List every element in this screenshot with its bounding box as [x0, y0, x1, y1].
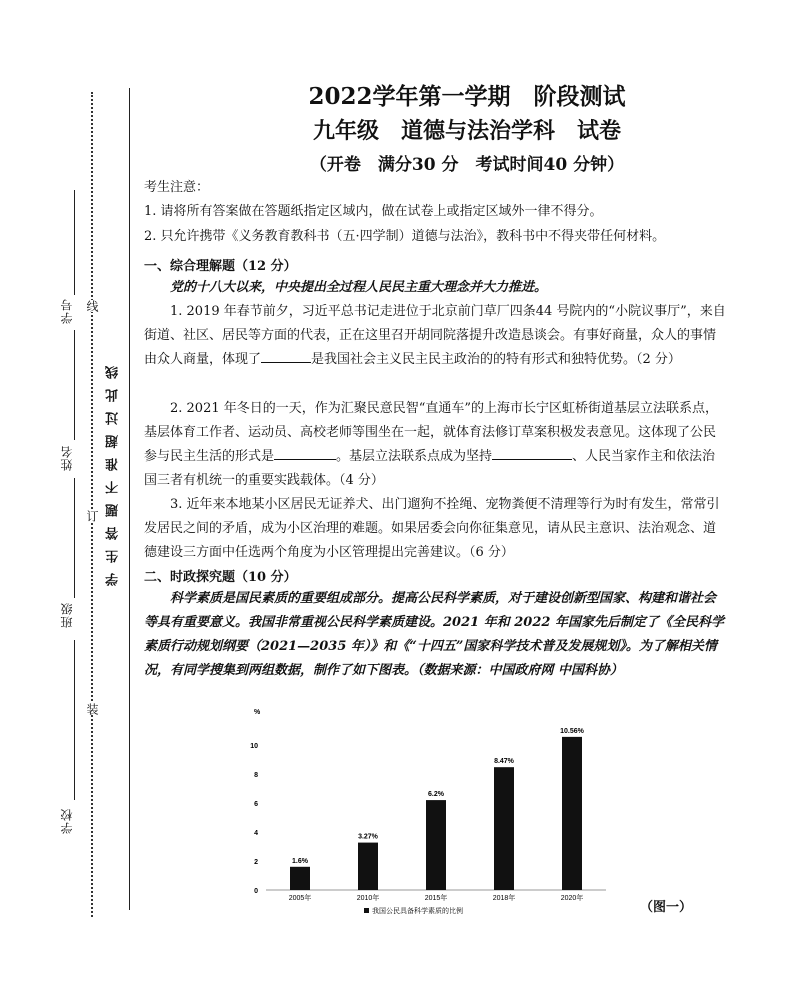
student-id-blank[interactable]	[74, 190, 75, 295]
bar	[358, 843, 378, 890]
question-2-answer-blank-1[interactable]	[274, 445, 336, 460]
binding-warning: 学生答题不准超过此线	[106, 356, 121, 586]
section-2-intro: 科学素质是国民素质的重要组成部分。提高公民科学素质，对于建设创新型国家、构建和谐社会等具有重要意义。我国非常重视公民科学素质建设。2021 年和 2022 年国家先后制定了《全民科学素质行动规划纲要（2021—2035 年）》和《“十四五”国家科学技术普及发展规划》。为了解相关情况，有同学搜集到两组数据，制作了如下图表。（数据来源：中国政府网 中国科协）	[144, 591, 724, 678]
y-tick-label: 10	[250, 743, 258, 750]
class-label: 班级	[60, 602, 74, 628]
legend-swatch	[364, 908, 369, 913]
x-tick-label: 2018年	[492, 895, 516, 902]
binding-dotted-line	[91, 92, 93, 917]
school-label: 学校	[60, 808, 74, 834]
notice-item-1: 1. 请将所有答案做在答题纸指定区域内，做在试卷上或指定区域外一律不得分。	[144, 204, 603, 219]
bar	[494, 767, 514, 890]
bar	[562, 737, 582, 890]
exam-subtitle: 九年级 道德与法治学科 试卷	[312, 118, 621, 144]
question-1	[144, 300, 728, 372]
section-1-heading: 一、综合理解题（12 分）	[144, 259, 297, 274]
bar	[426, 800, 446, 890]
y-tick-label: 6	[254, 801, 258, 808]
x-tick-label: 2015年	[424, 895, 448, 902]
figure-label: （图一）	[640, 900, 693, 915]
binding-word-mount: 装	[85, 703, 99, 715]
y-tick-label: 0	[254, 888, 258, 895]
science-literacy-chart	[236, 700, 614, 924]
x-tick-label: 2020年	[560, 895, 584, 902]
section-1-lead: 党的十八大以来，中央提出全过程人民民主重大理念并大力推进。	[170, 280, 548, 295]
notice-item-2: 2. 只允许携带《义务教育教科书（五·四学制）道德与法治》，教科书中不得夹带任何材料。	[144, 229, 666, 244]
exam-info: （开卷 满分30 分 考试时间40 分钟）	[309, 155, 625, 175]
student-id-label: 学号	[60, 298, 74, 324]
bar	[290, 867, 310, 890]
question-2-text-c: 、人民当家作主和依法治国三者有机统一的重要实践载体。（4 分）	[144, 449, 716, 488]
chart-svg	[236, 700, 614, 924]
question-2-text-b: 。基层立法联系点成为坚持	[336, 449, 493, 464]
bar-data-label: 10.56%	[560, 727, 584, 735]
question-2-answer-blank-2[interactable]	[492, 445, 572, 460]
y-tick-label: 2	[254, 859, 258, 866]
name-blank[interactable]	[74, 330, 75, 440]
question-2-text-a: 2. 2021 年冬日的一天，作为汇聚民意民智“直通车”的上海市长宁区虹桥街道基层立法联系点，基层体育工作者、运动员、高校老师等围坐在一起，就体育法修订草案积极发表意见。这体现了公民参与民主生活的形式是	[144, 401, 719, 464]
notice-heading: 考生注意：	[144, 180, 210, 195]
y-tick-label: 4	[254, 830, 258, 837]
binding-word-bind: 订	[85, 510, 99, 522]
bar-data-label: 3.27%	[358, 833, 378, 841]
class-blank[interactable]	[74, 478, 75, 598]
exam-title: 2022学年第一学期 阶段测试	[308, 83, 626, 110]
legend-label: 我国公民具备科学素质的比例	[372, 908, 463, 915]
y-unit-label: %	[254, 709, 261, 716]
question-1-text-b: 是我国社会主义民主民主政治的的特有形式和独特优势。（2 分）	[311, 352, 681, 367]
question-1-text-a: 1. 2019 年春节前夕，习近平总书记走进位于北京前门草厂四条44 号院内的“小院议事厅”，来自街道、社区、居民等方面的代表，正在这里召开胡同院落提升改造恳谈会。有事好商量，众人的事情由众人商量，体现了	[144, 304, 726, 367]
name-label: 姓名	[60, 445, 74, 471]
school-blank[interactable]	[74, 640, 75, 800]
x-tick-label: 2010年	[356, 895, 380, 902]
x-tick-label: 2005年	[288, 895, 312, 902]
question-3: 3. 近年来本地某小区居民无证养犬、出门遛狗不拴绳、宠物粪便不清理等行为时有发生，常常引发居民之间的矛盾，成为小区治理的难题。如果居委会向你征集意见，请从民主意识、法治观念、道德建设三方面中任选两个角度为小区管理提出完善建议。（6 分）	[144, 497, 720, 560]
y-tick-label: 8	[254, 772, 258, 779]
question-2	[144, 397, 728, 493]
binding-word-line: 线	[85, 300, 99, 312]
bar-data-label: 6.2%	[428, 791, 444, 799]
bar-data-label: 8.47%	[494, 758, 514, 766]
question-1-answer-blank[interactable]	[261, 348, 311, 363]
section-2-heading: 二、时政探究题（10 分）	[144, 570, 297, 585]
bar-data-label: 1.6%	[292, 857, 308, 865]
binding-solid-line	[129, 88, 130, 910]
